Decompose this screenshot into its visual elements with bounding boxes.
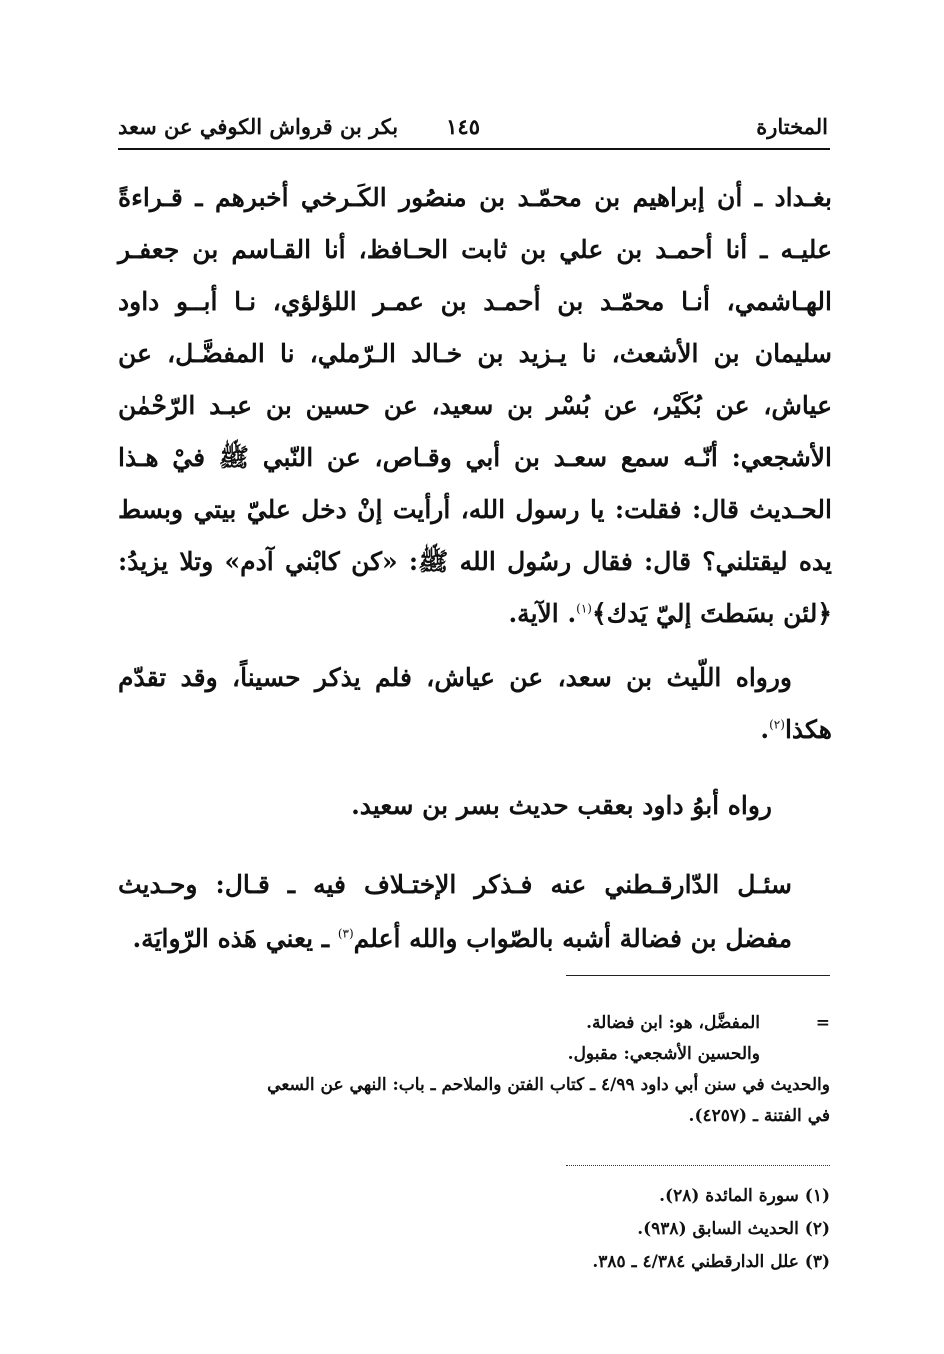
text-line: الهـاشمي، أنـا محمّـد بن أحمـد بن عمـر اللؤلؤي، نـا أبــو داود <box>118 287 832 316</box>
continuation-mark: = <box>815 1013 830 1033</box>
text-line: عياش، عن بُكَيْر، عن بُسْر بن سعيد، عن حسين بن عبـد الرّحْمٰن <box>118 391 832 420</box>
abu-dawud-paragraph: رواه أبوُ داود بعقب حديث بسر بن سعيد. <box>351 791 772 820</box>
text-line: عليـه ـ أنا أحمـد بن علي بن ثابت الحـافظ، أنا القـاسم بن جعفـر <box>118 235 832 264</box>
footnote-separator <box>566 975 830 976</box>
chapter-title: بكر بن قرواش الكوفي عن سعد <box>118 114 399 139</box>
text-line: سليمان بن الأشعث، نا يـزيد بن خـالد الـرّملي، نا المفضَّـل، عن <box>118 339 832 368</box>
text-line: يده ليقتلني؟ قال: فقال رسُول الله ﷺ: «كن كابْني آدم» وتلا يزيدُ: <box>118 547 832 576</box>
daraqutni-tail: ـ يعني هَذه الرّوايَة. <box>132 924 338 953</box>
text-line-last <box>118 588 832 640</box>
continued-notes <box>118 1008 830 1132</box>
narration-text: ورواه اللّيث بن سعد، عن عياش، فلم يذكر حسيناً، وقد تقدّم هكذا <box>118 663 832 744</box>
footnote-1: (١) سورة المائدة (٢٨). <box>659 1186 830 1206</box>
book-title: المختارة <box>756 114 828 139</box>
footnote-2: (٢) الحديث السابق (٩٣٨). <box>637 1219 830 1239</box>
note-line: والحديث في سنن أبي داود ٤/٩٩ ـ كتاب الفتن والملاحم ـ باب: النهي عن السعي <box>267 1075 830 1095</box>
footnotes <box>118 1180 830 1279</box>
text-line: سئـل الدّارقـطني عنه فـذكر الإختـلاف فيه ـ قـال: وحـديث <box>118 870 792 899</box>
running-header <box>118 108 828 148</box>
line-tail: . الآية. <box>508 599 577 628</box>
narration-paragraph <box>118 652 832 756</box>
narration-tail: . <box>760 715 770 744</box>
footnote-dotted-separator <box>566 1165 830 1166</box>
footnote-ref-1: (١) <box>576 601 592 616</box>
text-line-last <box>118 912 832 966</box>
footnote-ref-3: (٣) <box>337 926 354 941</box>
note-line: والحسين الأشجعي: مقبول. <box>567 1044 760 1064</box>
main-text <box>118 172 832 966</box>
note-line: المفضَّل، هو: ابن فضالة. <box>586 1013 760 1033</box>
daraqutni-paragraph <box>118 858 832 966</box>
note-line: في الفتنة ـ (٤٢٥٧). <box>688 1106 830 1126</box>
quran-quote: ﴿لئن بسَطتَ إليّ يَدك﴾ <box>591 599 832 628</box>
footnote-ref-2: (٢) <box>769 717 785 732</box>
text-line: الحـديث قال: فقلت: يا رسول الله، أرأيت إنْ دخل عليّ بيتي وبسط <box>118 495 832 524</box>
text-line: الأشجعي: أنّـه سمع سعـد بن أبي وقـاص، عن النّبي ﷺ فيْ هـذا <box>118 443 832 472</box>
hadith-paragraph <box>118 172 832 640</box>
header-rule <box>118 148 830 150</box>
footnote-3: (٣) علل الدارقطني ٤/٣٨٤ ـ ٣٨٥. <box>592 1252 830 1272</box>
daraqutni-text: مفضل بن فضالة أشبه بالصّواب والله أعلم <box>353 924 792 953</box>
page-number: ١٤٥ <box>446 114 480 139</box>
text-line: بغـداد ـ أن إبراهيم بن محمّـد بن منصُور الكَـرخي أخبرهم ـ قـراءةً <box>118 183 832 212</box>
